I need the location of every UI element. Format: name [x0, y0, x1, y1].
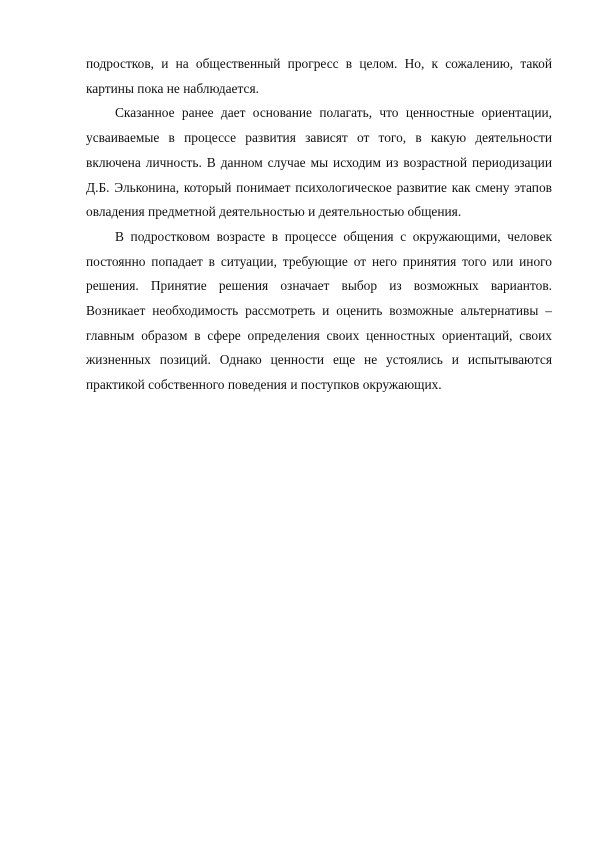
body-text: [86, 52, 552, 398]
paragraph-value-orientations: Сказанное ранее дает основание полагать, что ценностные ориентации, усваиваемые в процессе развития зависят от того, в какую деятельности включена личность. В данном случае мы исходим из возрастной периодизации Д.Б. Эльконина, который понимает психологическое развитие как смену этапов овладения предметной деятельностью и деятельностью общения.: [86, 105, 552, 220]
paragraph-continuation: подростков, и на общественный прогресс в целом. Но, к сожалению, такой картины пока не наблюдается.: [86, 56, 552, 96]
paragraph-adolescent-decisions: В подростковом возрасте в процессе общения с окружающими, человек постоянно попадает в ситуации, требующие от него принятия того или иного решения. Принятие решения означает выбор из возможных вариантов. Возникает необходимость рассмотреть и оценить возможные альтернативы – главным образом в сфере определения своих ценностных ориентаций, своих жизненных позиций. Однако ценности еще не устоялись и испытываются практикой собственного поведения и поступков окружающих.: [86, 228, 552, 393]
